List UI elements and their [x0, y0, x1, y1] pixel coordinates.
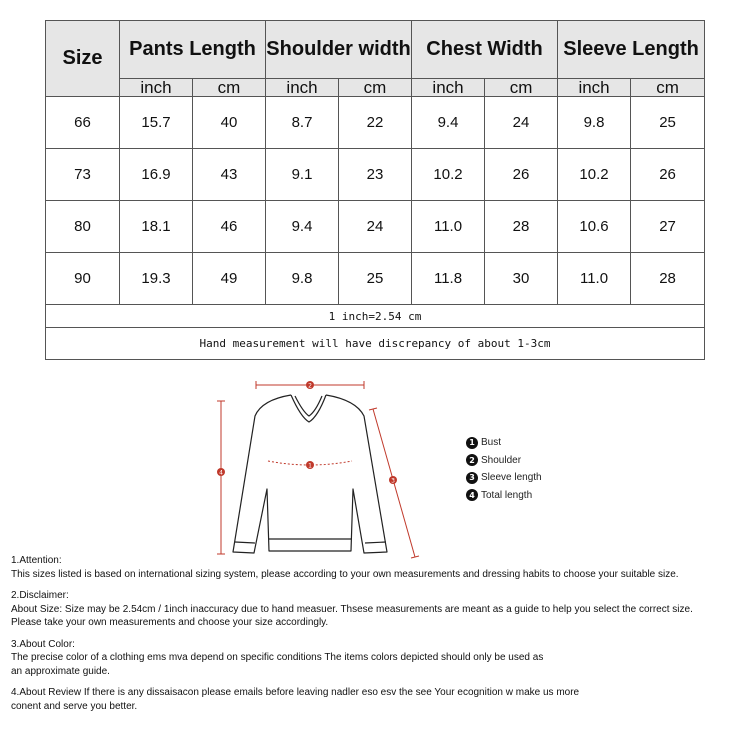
sweater-measurement-diagram: [198, 376, 424, 568]
legend-number-badge: 1: [466, 437, 478, 449]
sweater-body-outline: [233, 395, 387, 553]
legend-item-shoulder: [466, 452, 542, 470]
conversion-note: 1 inch=2.54 cm: [46, 305, 705, 328]
shoulder-inch-cell: 9.8: [266, 253, 339, 305]
color-text: The precise color of a clothing ems mva depend on specific conditions The items colors depicted should only be used as: [11, 652, 544, 663]
review-text: conent and serve you better.: [11, 700, 138, 712]
unit-cell: cm: [339, 79, 412, 97]
svg-text:3: 3: [391, 477, 395, 485]
chest-width-header: Chest Width: [412, 21, 558, 79]
unit-cell: cm: [631, 79, 705, 97]
review-text: 4.About Review If there is any dissaisacon please emails before leaving nadler eso esv the see Your ecognition w make us more: [11, 687, 580, 698]
legend-item-sleeve-length: [466, 469, 542, 487]
legend-item-bust: [466, 434, 542, 452]
chest-cm-cell: 26: [485, 149, 558, 201]
sleeve-length-header: Sleeve Length: [558, 21, 705, 79]
legend-label: Shoulder: [481, 454, 522, 466]
unit-row: [46, 79, 705, 97]
chest-cm-cell: 28: [485, 201, 558, 253]
attention-text: This sizes listed is based on international sizing system, please according to your own measurements and dressing habits to choose your suitable size.: [11, 568, 679, 580]
svg-text:1: 1: [308, 462, 312, 470]
header-row: [46, 21, 705, 79]
legend-label: Sleeve length: [481, 472, 542, 484]
color-note: [11, 638, 746, 679]
legend-item-total-length: [466, 487, 542, 505]
pants-cm-cell: 43: [193, 149, 266, 201]
table-row: [46, 97, 705, 149]
sleeve-inch-cell: 9.8: [558, 97, 631, 149]
pants-cm-cell: 40: [193, 97, 266, 149]
chest-inch-cell: 11.0: [412, 201, 485, 253]
disclaimer-text: About Size: Size may be 2.54cm / 1inch inaccuracy due to hand measuer. Thsese measurements are meant as a guide to help you select the correct size.: [11, 603, 693, 615]
sleeve-inch-cell: 11.0: [558, 253, 631, 305]
left-cuff-rib: [235, 542, 255, 543]
unit-cell: cm: [485, 79, 558, 97]
unit-cell: inch: [412, 79, 485, 97]
pants-inch-cell: 15.7: [120, 97, 193, 149]
disclaimer-note: [11, 589, 746, 630]
shoulder-inch-cell: 9.4: [266, 201, 339, 253]
sleeve-inch-cell: 10.6: [558, 201, 631, 253]
size-chart-table: [45, 20, 705, 360]
size-cell: 73: [46, 149, 120, 201]
legend-label: Bust: [481, 437, 502, 449]
pants-inch-cell: 18.1: [120, 201, 193, 253]
sleeve-cm-cell: 25: [631, 97, 705, 149]
chest-inch-cell: 9.4: [412, 97, 485, 149]
review-note: [11, 686, 746, 713]
legend-number-badge: 3: [466, 472, 478, 484]
chest-cm-cell: 30: [485, 253, 558, 305]
shoulder-cm-cell: 25: [339, 253, 412, 305]
shoulder-cm-cell: 22: [339, 97, 412, 149]
sleeve-cm-cell: 27: [631, 201, 705, 253]
disclaimer-title: 2.Disclaimer:: [11, 590, 69, 601]
svg-text:2: 2: [308, 382, 312, 390]
size-cell: 66: [46, 97, 120, 149]
size-cell: 80: [46, 201, 120, 253]
diagram-legend: [466, 434, 542, 504]
pants-inch-cell: 19.3: [120, 253, 193, 305]
measurement-markers: [217, 381, 397, 485]
unit-cell: inch: [120, 79, 193, 97]
pants-cm-cell: 46: [193, 201, 266, 253]
color-text: an approximate guide.: [11, 665, 110, 677]
chest-cm-cell: 24: [485, 97, 558, 149]
size-cell: 90: [46, 253, 120, 305]
sleeve-cm-cell: 28: [631, 253, 705, 305]
discrepancy-row: [46, 328, 705, 360]
pants-length-header: Pants Length: [120, 21, 266, 79]
disclaimer-text: Please take your own measurements and choose your size accordingly.: [11, 617, 329, 628]
shoulder-cm-cell: 24: [339, 201, 412, 253]
marker-bust: [306, 461, 314, 470]
marker-total-length: [217, 468, 225, 477]
table-row: [46, 253, 705, 305]
unit-cell: cm: [193, 79, 266, 97]
sleeve-cm-cell: 26: [631, 149, 705, 201]
discrepancy-note: Hand measurement will have discrepancy of about 1-3cm: [46, 328, 705, 360]
sleeve-inch-cell: 10.2: [558, 149, 631, 201]
table-row: [46, 149, 705, 201]
pants-cm-cell: 49: [193, 253, 266, 305]
chest-inch-cell: 10.2: [412, 149, 485, 201]
svg-text:4: 4: [219, 469, 223, 477]
shoulder-width-header: Shoulder width: [266, 21, 412, 79]
shoulder-inch-cell: 9.1: [266, 149, 339, 201]
marker-shoulder: [306, 381, 314, 390]
sweater-outline: [233, 395, 387, 553]
legend-number-badge: 2: [466, 454, 478, 466]
conversion-row: [46, 305, 705, 328]
legend-number-badge: 4: [466, 489, 478, 501]
attention-title: 1.Attention:: [11, 555, 62, 566]
size-header: Size: [46, 21, 120, 97]
measurement-lines: [217, 381, 419, 558]
shoulder-cm-cell: 23: [339, 149, 412, 201]
right-cuff-rib: [365, 542, 386, 543]
marker-sleeve: [389, 476, 397, 485]
notes-section: [11, 554, 746, 713]
shoulder-inch-cell: 8.7: [266, 97, 339, 149]
legend-label: Total length: [481, 489, 533, 501]
attention-note: [11, 554, 746, 581]
table-row: [46, 201, 705, 253]
pants-inch-cell: 16.9: [120, 149, 193, 201]
unit-cell: inch: [266, 79, 339, 97]
chest-inch-cell: 11.8: [412, 253, 485, 305]
unit-cell: inch: [558, 79, 631, 97]
color-title: 3.About Color:: [11, 638, 75, 650]
